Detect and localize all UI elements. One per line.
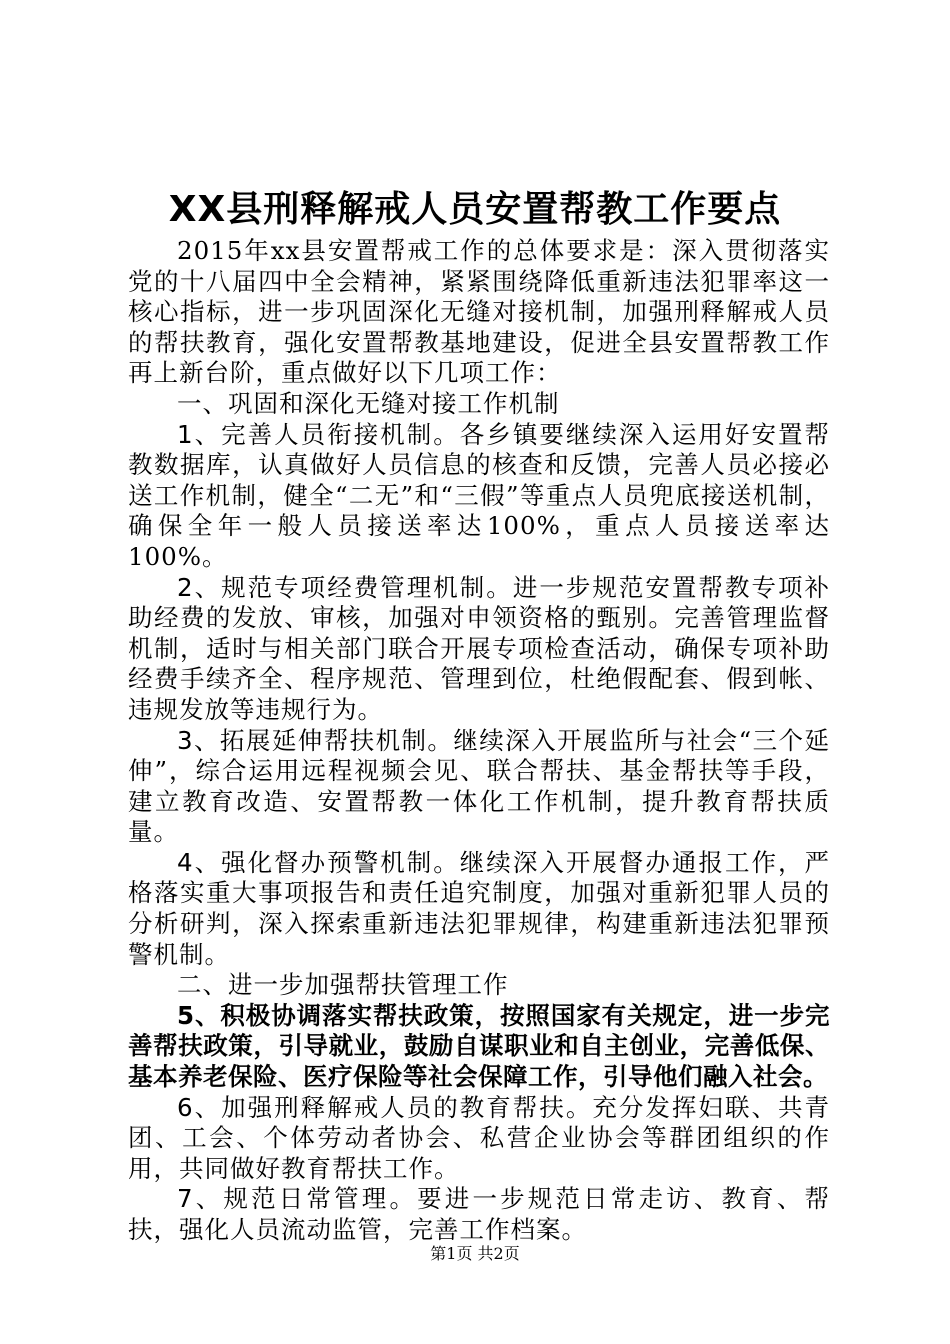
- item-paragraph-5: 5、积极协调落实帮扶政策，按照国家有关规定，进一步完善帮扶政策，引导就业，鼓励自谋职业和自主创业，完善低保、基本养老保险、医疗保险等社会保障工作，引导他们融入社会。: [128, 1000, 830, 1092]
- item-lead: 1、完善人员衔接机制。: [177, 419, 460, 449]
- item-paragraph-6: [128, 1093, 830, 1185]
- item-paragraph-2: [128, 573, 830, 726]
- page-footer: 第1页 共2页: [430, 1244, 520, 1263]
- item-text: 继续深入开展监所与社会“三个延伸”，综合运用远程视频会见、联合帮扶、基金帮扶等手段，建立教育改造、安置帮教一体化工作机制，提升教育帮扶质量。: [128, 725, 830, 847]
- item-lead: 2、规范专项经费管理机制。: [177, 572, 513, 602]
- item-lead: 4、强化督办预警机制。: [177, 847, 460, 877]
- item-paragraph-1: [128, 420, 830, 573]
- item-text: 进一步规范安置帮教专项补助经费的发放、审核，加强对申领资格的甄别。完善管理监督机制，适时与相关部门联合开展专项检查活动，确保专项补助经费手续齐全、程序规范、管理到位，杜绝假配套、假到帐、违规发放等违规行为。: [128, 572, 830, 724]
- item-text: 要进一步规范日常走访、教育、帮扶，强化人员流动监管，完善工作档案。: [128, 1184, 831, 1244]
- item-lead: 7、规范日常管理。: [177, 1184, 418, 1214]
- item-paragraph-4: [128, 848, 830, 970]
- section-heading-1: 一、巩固和深化无缝对接工作机制: [177, 388, 560, 418]
- item-paragraph-7: [128, 1184, 830, 1245]
- item-text: 各乡镇要继续深入运用好安置帮教数据库，认真做好人员信息的核查和反馈，完善人员必接必送工作机制，健全“二无”和“三假”等重点人员兜底接送机制，确保全年一般人员接送率达100%，重点人员接送率达100%。: [128, 419, 830, 571]
- item-lead: 6、加强刑释解戒人员的教育帮扶。: [177, 1092, 593, 1122]
- item-text: 继续深入开展督办通报工作，严格落实重大事项报告和责任追究制度，加强对重新犯罪人员的分析研判，深入探索重新违法犯罪规律，构建重新违法犯罪预警机制。: [128, 847, 830, 969]
- item-paragraph-3: [128, 726, 830, 848]
- document-body: [128, 236, 830, 1246]
- intro-paragraph: 2015年xx县安置帮戒工作的总体要求是：深入贯彻落实党的十八届四中全会精神，紧紧围绕降低重新违法犯罪率这一核心指标，进一步巩固深化无缝对接机制，加强刑释解戒人员的帮扶教育，强化安置帮教基地建设，促进全县安置帮教工作再上新台阶，重点做好以下几项工作：: [128, 236, 830, 388]
- item-lead: 3、拓展延伸帮扶机制。: [177, 725, 454, 755]
- document-title: XX县刑释解戒人员安置帮教工作要点: [168, 189, 782, 230]
- section-heading-2: 二、进一步加强帮扶管理工作: [177, 970, 509, 1000]
- item-text: 充分发挥妇联、共青团、工会、个体劳动者协会、私营企业协会等群团组织的作用，共同做好教育帮扶工作。: [128, 1092, 830, 1183]
